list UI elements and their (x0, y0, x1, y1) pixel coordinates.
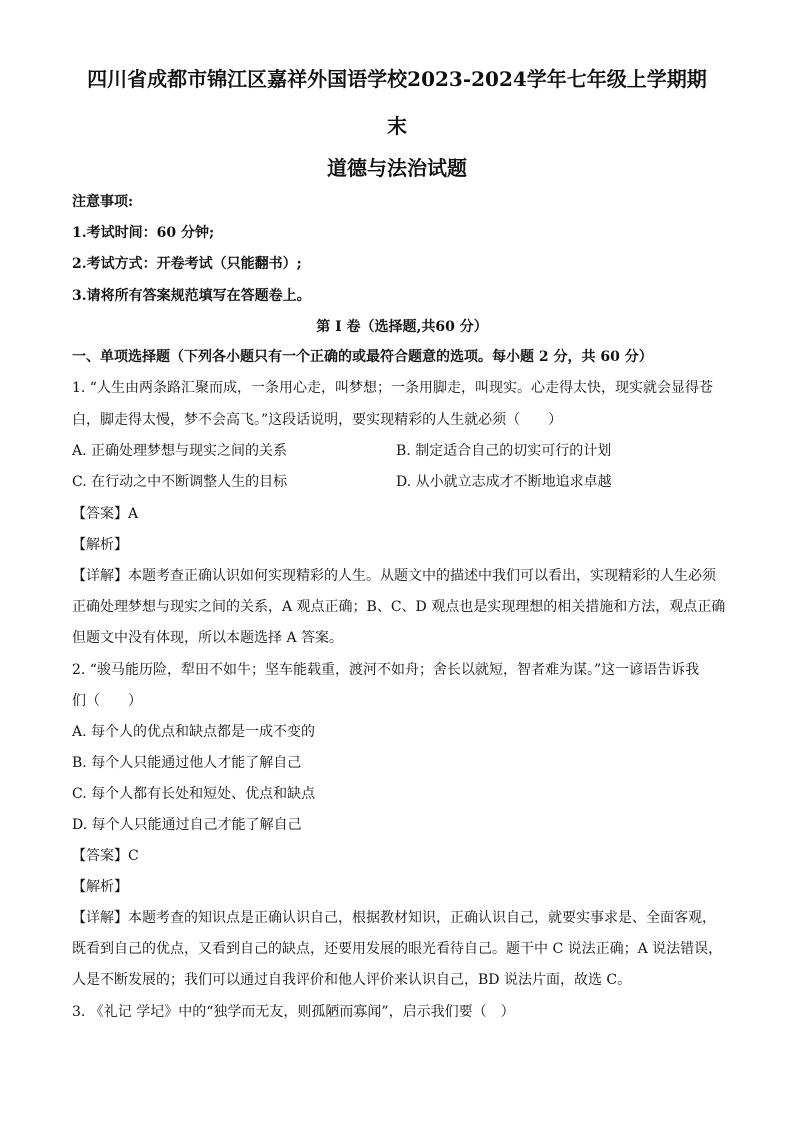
question-2-option-d: D. 每个人只能通过自己才能了解自己 (72, 817, 302, 833)
question-2-detail: 【详解】本题考查的知识点是正确认识自己，根据教材知识，正确认识自己，就要实事求是、全面客观， (72, 910, 716, 926)
question-2-detail: 人是不断发展的；我们可以通过自我评价和他人评价来认识自己，BD 说法片面，故选 C。 (72, 972, 632, 988)
question-2-option-c: C. 每个人都有长处和短处、优点和缺点 (72, 786, 316, 802)
question-1-detail: 正确处理梦想与现实之间的关系，A 观点正确；B、C、D 观点也是实现理想的相关措施和方法，观点正确 (72, 599, 726, 615)
question-1-option-a: A. 正确处理梦想与现实之间的关系 (72, 443, 288, 459)
question-1-option-b: B. 制定适合自己的切实可行的计划 (396, 443, 612, 459)
question-2-detail: 既看到自己的优点，又看到自己的缺点，还要用发展的眼光看待自己。题干中 C 说法正确；A 说法错误， (72, 941, 723, 957)
question-2-option-b: B. 每个人只能通过他人才能了解自己 (72, 755, 302, 771)
question-2-analysis-label: 【解析】 (72, 879, 128, 895)
question-2-stem: 们（ ） (72, 693, 142, 709)
question-1-option-c: C. 在行动之中不断调整人生的目标 (72, 474, 288, 490)
note-item: 2.考试方式：开卷考试（只能翻书）; (72, 256, 302, 272)
notes-heading: 注意事项: (72, 194, 134, 210)
question-1-option-d: D. 从小就立志成才不断地追求卓越 (396, 474, 612, 490)
exam-subject-title: 道德与法治试题 (327, 156, 467, 180)
exam-title-line2: 末 (387, 114, 407, 138)
volume-title: 第 I 卷（选择题,共60 分） (316, 319, 488, 335)
question-1-detail: 【详解】本题考查正确认识如何实现精彩的人生。从题文中的描述中我们可以看出，实现精彩的人生必须 (72, 568, 716, 584)
question-1-stem: 1. “人生由两条路汇聚而成，一条用心走，叫梦想；一条用脚走，叫现实。心走得太快，现实就会显得苍 (72, 380, 713, 396)
part-title: 一、单项选择题（下列各小题只有一个正确的或最符合题意的选项。每小题 2 分，共 60 分） (72, 349, 653, 365)
question-1-stem: 白，脚走得太慢，梦不会高飞。”这段话说明，要实现精彩的人生就必须（ ） (72, 412, 563, 428)
note-item: 3.请将所有答案规范填写在答题卷上。 (72, 288, 311, 304)
exam-title-line1: 四川省成都市锦江区嘉祥外国语学校2023-2024学年七年级上学期期 (87, 67, 707, 91)
note-item: 1.考试时间：60 分钟; (72, 225, 215, 241)
question-1-answer: 【答案】A (72, 506, 139, 522)
question-3-stem: 3. 《礼记 学圮》中的“独学而无友，则孤陋而寡闻”，启示我们要（ ） (72, 1004, 515, 1020)
question-1-detail: 但题文中没有体现，所以本题选择 A 答案。 (72, 630, 344, 646)
question-2-stem: 2. “骏马能历险，犁田不如牛；坚车能载重，渡河不如舟；舍长以就短，智者难为谋。”这一谚语告诉我 (72, 662, 700, 678)
question-2-option-a: A. 每个人的优点和缺点都是一成不变的 (72, 724, 316, 740)
question-2-answer: 【答案】C (72, 848, 139, 864)
question-1-analysis-label: 【解析】 (72, 537, 128, 553)
